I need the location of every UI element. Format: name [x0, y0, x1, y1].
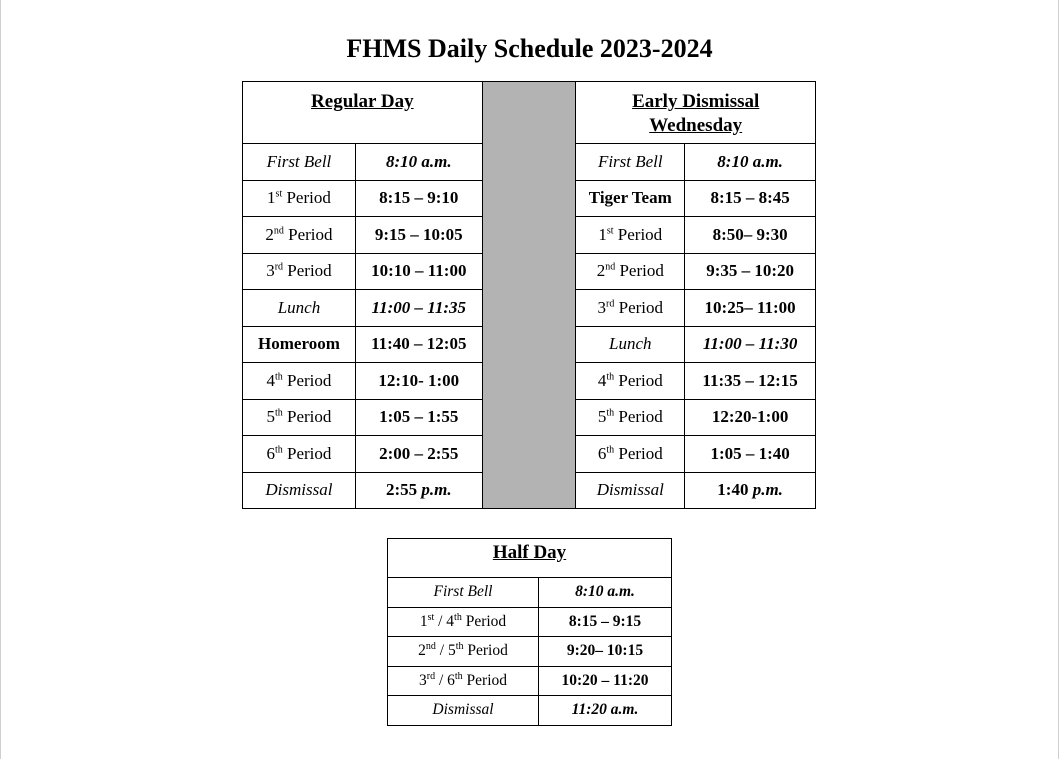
- early-label: 2nd Period: [576, 253, 685, 290]
- regular-label: 3rd Period: [243, 253, 356, 290]
- early-time: 8:10 a.m.: [685, 144, 816, 181]
- regular-time: 12:10- 1:00: [355, 363, 482, 400]
- regular-time: 1:05 – 1:55: [355, 399, 482, 436]
- half-label: 3rd / 6th Period: [388, 666, 539, 696]
- regular-time: 8:10 a.m.: [355, 144, 482, 181]
- half-time: 9:20– 10:15: [539, 637, 672, 667]
- column-divider: [482, 82, 576, 509]
- regular-time: 2:00 – 2:55: [355, 436, 482, 473]
- early-heading-line2: Wednesday: [649, 115, 743, 136]
- early-time: 8:50– 9:30: [685, 217, 816, 254]
- regular-time: 10:10 – 11:00: [355, 253, 482, 290]
- early-time: 10:25– 11:00: [685, 290, 816, 327]
- regular-label: 6th Period: [243, 436, 356, 473]
- regular-time: 11:40 – 12:05: [355, 326, 482, 363]
- regular-label: First Bell: [243, 144, 356, 181]
- early-time: 12:20-1:00: [685, 399, 816, 436]
- half-label: 2nd / 5th Period: [388, 637, 539, 667]
- early-label: Dismissal: [576, 472, 685, 509]
- regular-time: 9:15 – 10:05: [355, 217, 482, 254]
- regular-label: Lunch: [243, 290, 356, 327]
- early-label: Tiger Team: [576, 180, 685, 217]
- early-label: 1st Period: [576, 217, 685, 254]
- half-time: 8:15 – 9:15: [539, 607, 672, 637]
- early-label: First Bell: [576, 144, 685, 181]
- early-time: 9:35 – 10:20: [685, 253, 816, 290]
- regular-label: Homeroom: [243, 326, 356, 363]
- early-label: 6th Period: [576, 436, 685, 473]
- early-time: 1:40 p.m.: [685, 472, 816, 509]
- regular-label: 1st Period: [243, 180, 356, 217]
- half-label: Dismissal: [388, 696, 539, 726]
- half-day-heading: Half Day: [388, 539, 672, 578]
- half-time: 8:10 a.m.: [539, 578, 672, 608]
- regular-label: 2nd Period: [243, 217, 356, 254]
- table-row: [388, 696, 672, 726]
- early-time: 8:15 – 8:45: [685, 180, 816, 217]
- regular-label: Dismissal: [243, 472, 356, 509]
- page-edge-right: [1058, 0, 1059, 759]
- regular-label: 4th Period: [243, 363, 356, 400]
- early-label: Lunch: [576, 326, 685, 363]
- regular-label: 5th Period: [243, 399, 356, 436]
- regular-day-heading: Regular Day: [243, 82, 483, 144]
- table-row: [388, 637, 672, 667]
- table-row: [388, 666, 672, 696]
- early-time: 11:35 – 12:15: [685, 363, 816, 400]
- table-row: [388, 578, 672, 608]
- page-title: FHMS Daily Schedule 2023-2024: [346, 34, 713, 63]
- half-day-table: [387, 538, 672, 726]
- early-heading-line1: Early Dismissal: [632, 91, 760, 112]
- regular-time: 2:55 p.m.: [355, 472, 482, 509]
- page-edge-left: [0, 0, 1, 759]
- half-label: 1st / 4th Period: [388, 607, 539, 637]
- early-label: 3rd Period: [576, 290, 685, 327]
- early-label: 5th Period: [576, 399, 685, 436]
- half-time: 10:20 – 11:20: [539, 666, 672, 696]
- early-label: 4th Period: [576, 363, 685, 400]
- schedule-table: [242, 81, 816, 509]
- regular-time: 11:00 – 11:35: [355, 290, 482, 327]
- early-dismissal-heading: [576, 82, 816, 144]
- early-time: 1:05 – 1:40: [685, 436, 816, 473]
- half-time: 11:20 a.m.: [539, 696, 672, 726]
- early-time: 11:00 – 11:30: [685, 326, 816, 363]
- regular-time: 8:15 – 9:10: [355, 180, 482, 217]
- half-label: First Bell: [388, 578, 539, 608]
- table-row: [388, 607, 672, 637]
